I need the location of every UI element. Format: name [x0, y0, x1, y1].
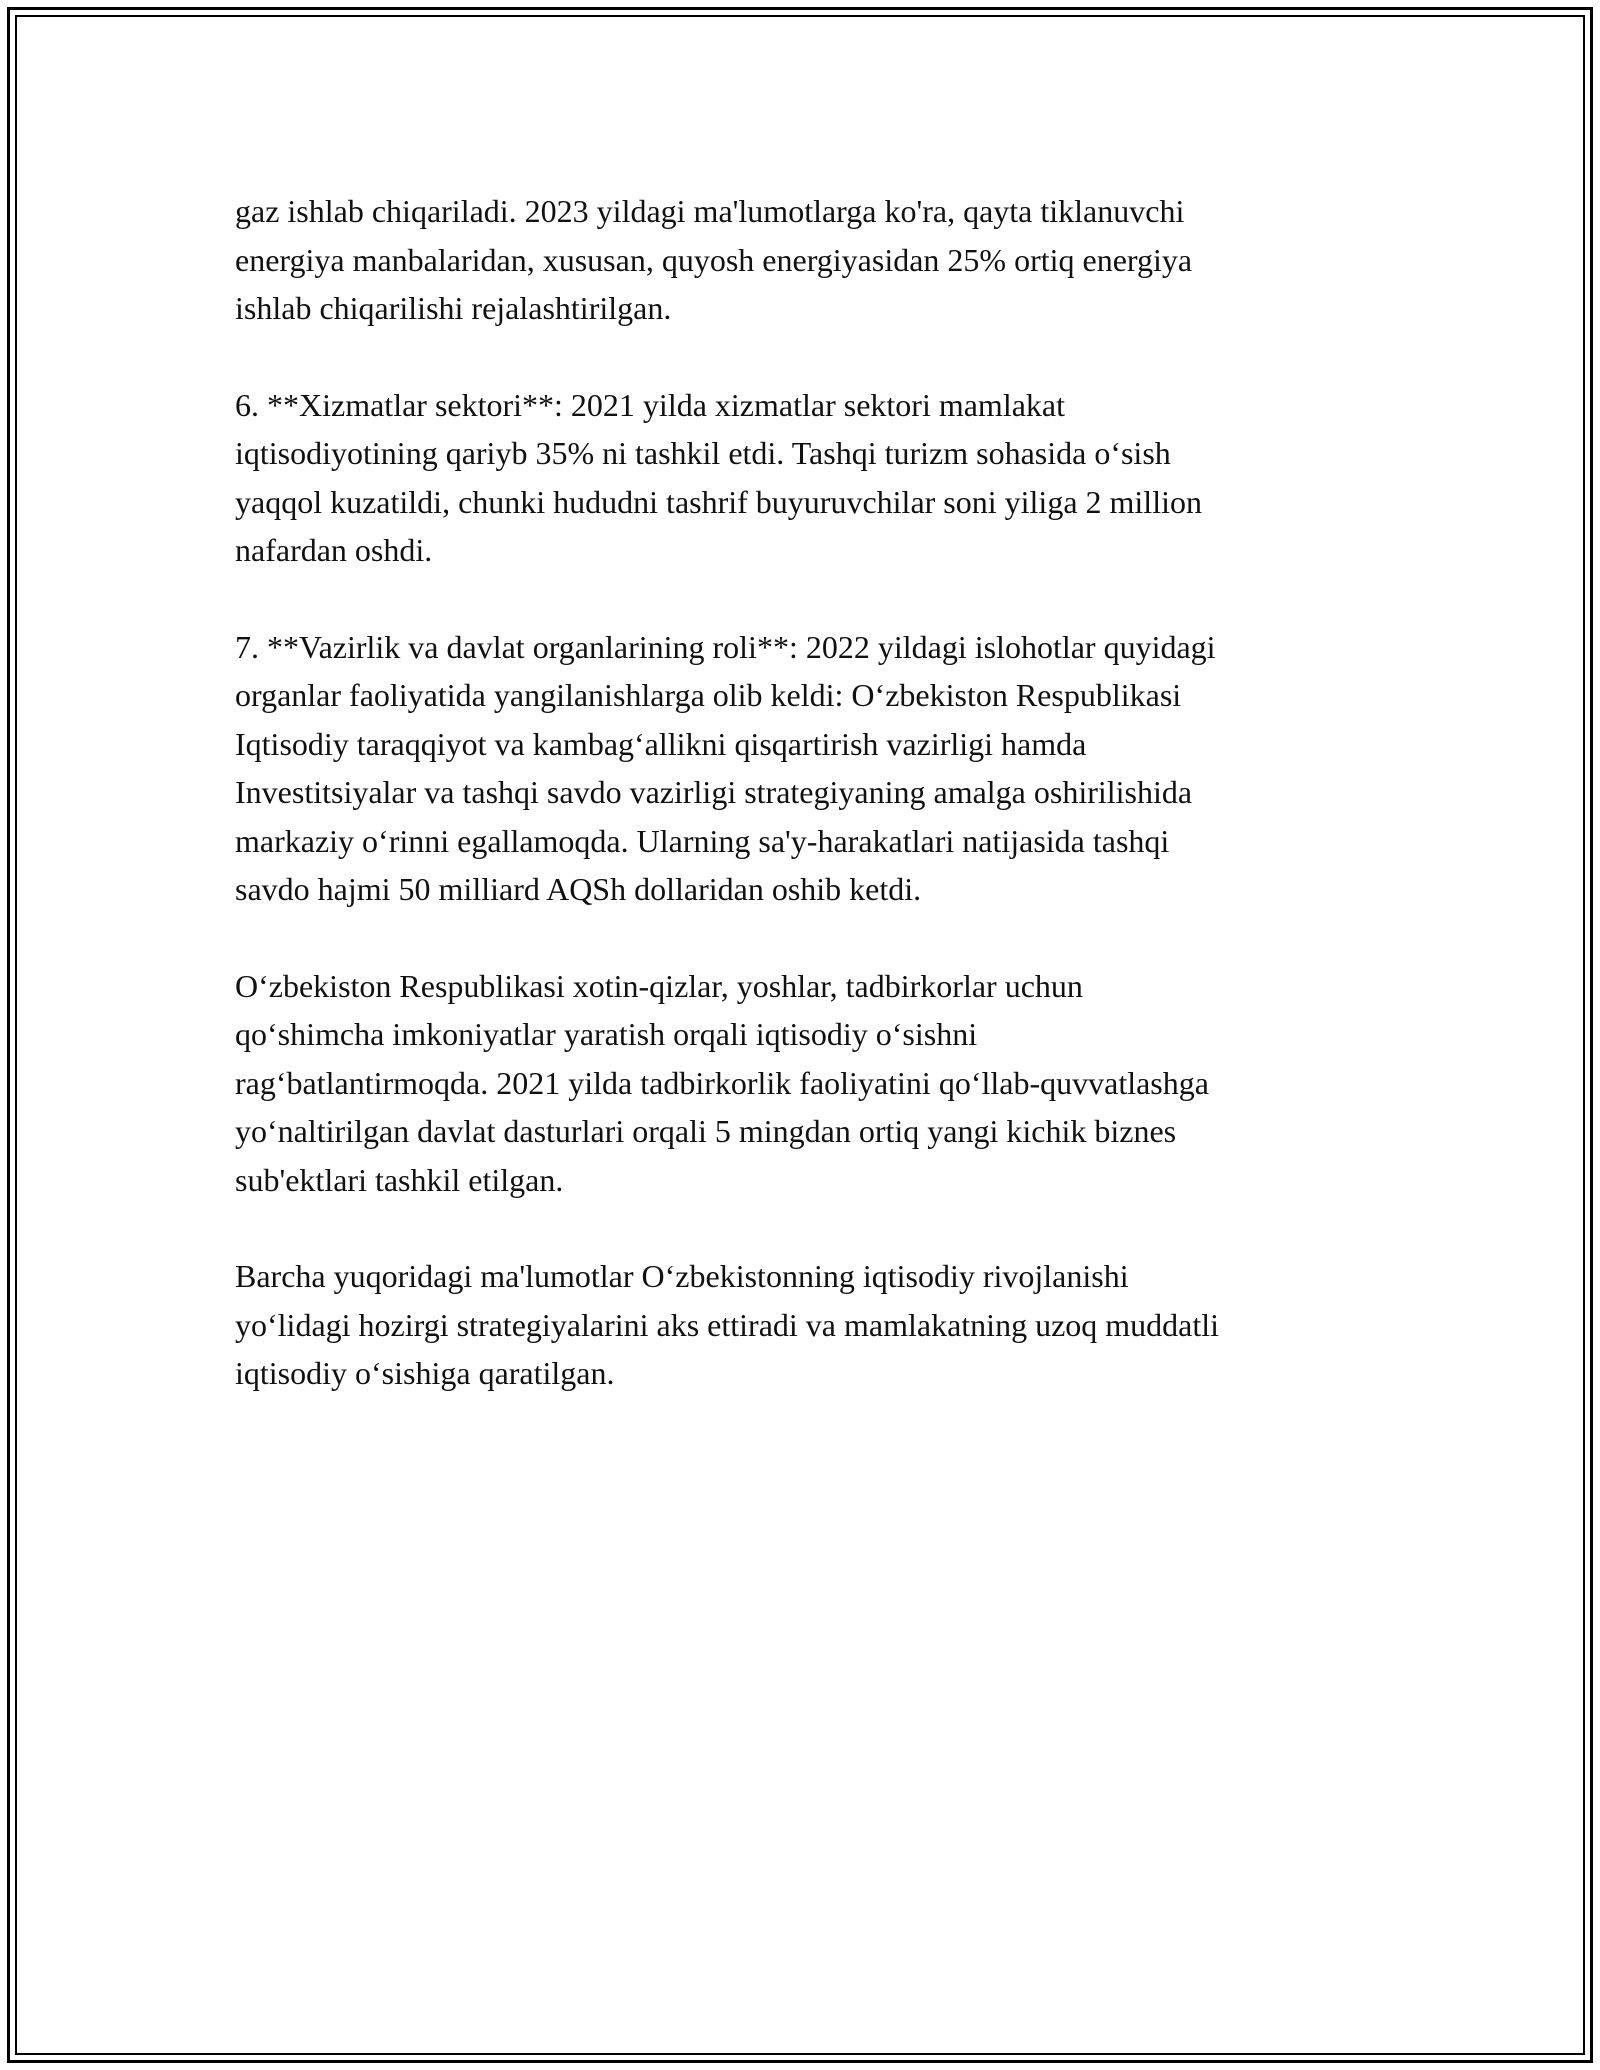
- text-line: Barcha yuqoridagi ma'lumotlar O‘zbekistonning iqtisodiy rivojlanishi: [235, 1258, 1129, 1294]
- document-body: [235, 187, 1385, 1446]
- paragraph-ministries-role: [235, 623, 1385, 914]
- paragraph-conclusion: [235, 1252, 1385, 1398]
- text-line: iqtisodiy o‘sishiga qaratilgan.: [235, 1355, 615, 1391]
- text-line: Investitsiyalar va tashqi savdo vazirligi strategiyaning amalga oshirilishida: [235, 774, 1193, 810]
- text-line: gaz ishlab chiqariladi. 2023 yildagi ma'lumotlarga ko'ra, qayta tiklanuvchi: [235, 193, 1185, 229]
- text-line: iqtisodiyotining qariyb 35% ni tashkil etdi. Tashqi turizm sohasida o‘sish: [235, 435, 1171, 471]
- paragraph-services-sector: [235, 381, 1385, 575]
- text-line: sub'ektlari tashkil etilgan.: [235, 1161, 564, 1198]
- text-line: ishlab chiqarilishi rejalashtirilgan.: [235, 290, 672, 326]
- text-line: organlar faoliyatida yangilanishlarga olib keldi: O‘zbekiston Respublikasi: [235, 677, 1182, 713]
- paragraph-opportunities: [235, 962, 1385, 1205]
- text-line: nafardan oshdi.: [235, 532, 433, 568]
- text-line: yo‘lidagi hozirgi strategiyalarini aks ettiradi va mamlakatning uzoq muddatli: [235, 1306, 1220, 1343]
- text-line: O‘zbekiston Respublikasi xotin-qizlar, yoshlar, tadbirkorlar uchun: [235, 967, 1083, 1004]
- text-line: 7. **Vazirlik va davlat organlarining roli**: 2022 yildagi islohotlar quyidagi: [235, 628, 1216, 665]
- text-line: yaqqol kuzatildi, chunki hududni tashrif buyuruvchilar soni yiliga 2 million: [235, 483, 1202, 520]
- text-line: 6. **Xizmatlar sektori**: 2021 yilda xizmatlar sektori mamlakat: [235, 386, 1065, 423]
- text-line: qo‘shimcha imkoniyatlar yaratish orqali iqtisodiy o‘sishni: [235, 1016, 978, 1052]
- paragraph-energy-continuation: [235, 187, 1385, 333]
- text-line: Iqtisodiy taraqqiyot va kambag‘allikni qisqartirish vazirligi hamda: [235, 725, 1087, 762]
- text-line: markaziy o‘rinni egallamoqda. Ularning sa'y-harakatlari natijasida tashqi: [235, 822, 1170, 859]
- text-line: rag‘batlantirmoqda. 2021 yilda tadbirkorlik faoliyatini qo‘llab-quvvatlashga: [235, 1064, 1209, 1101]
- text-line: savdo hajmi 50 milliard AQSh dollaridan oshib ketdi.: [235, 871, 922, 907]
- text-line: yo‘naltirilgan davlat dasturlari orqali 5 mingdan ortiq yangi kichik biznes: [235, 1113, 1177, 1149]
- text-line: energiya manbalaridan, xususan, quyosh energiyasidan 25% ortiq energiya: [235, 241, 1193, 278]
